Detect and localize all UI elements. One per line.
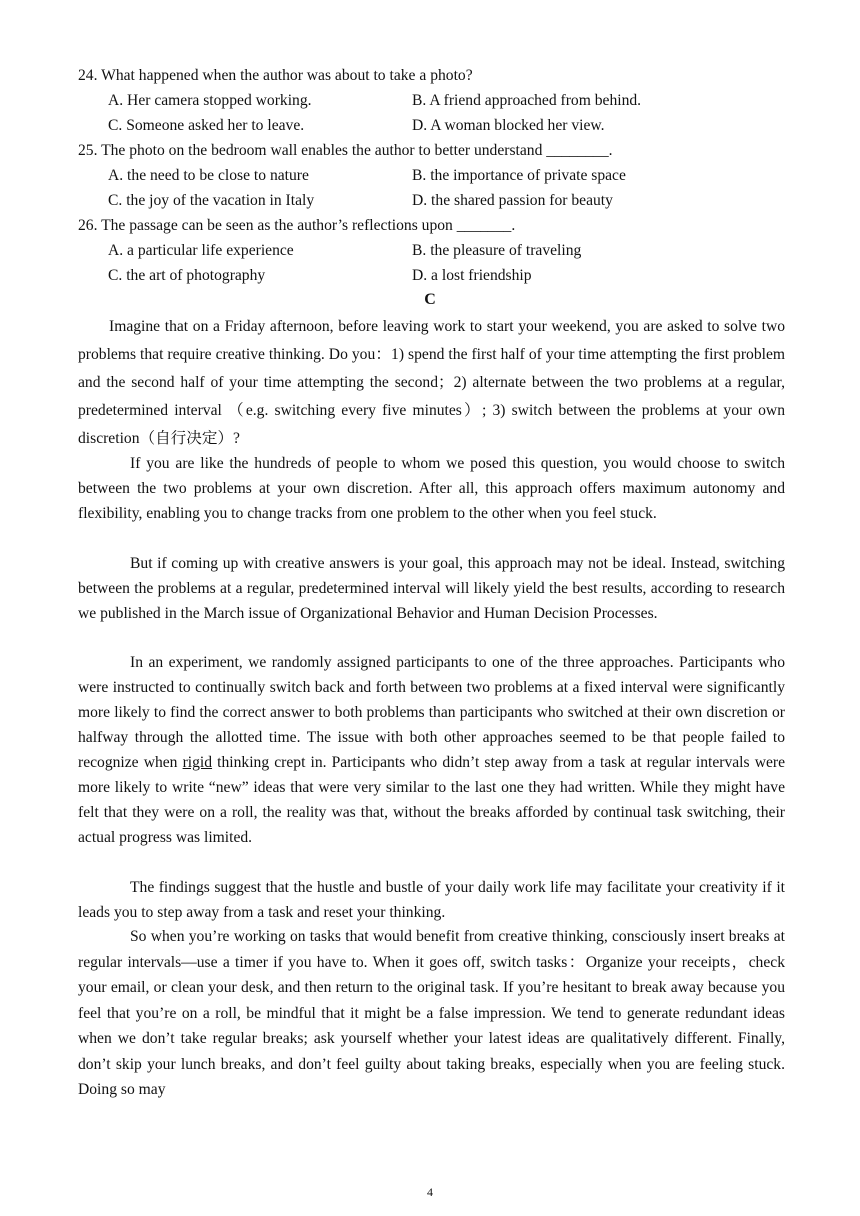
question-26-option-b: B. the pleasure of traveling bbox=[412, 242, 582, 259]
question-24-option-a: A. Her camera stopped working. bbox=[108, 92, 312, 109]
question-25-option-c: C. the joy of the vacation in Italy bbox=[108, 192, 315, 209]
passage-paragraph-6: So when you’re working on tasks that would benefit from creative thinking, consciously insert breaks at regular intervals—use a timer if you have to. When it goes off, switch tasks：Organize your receipts，check your email, or clean your desk, and then return to the original task. If you’re hesitant to break away because you feel that you’re on a roll, be mindful that it might be a false impression. We tend to generate redundant ideas when we don’t take regular breaks; ask yourself whether your latest ideas are qualitatively different. Finally, don’t skip your lunch breaks, and don’t feel guilty about taking breaks, especially when you are feeling stuck. Doing so may bbox=[78, 928, 785, 1098]
passage-paragraph-3: But if coming up with creative answers is your goal, this approach may not be ideal. Instead, switching between the problems at a regular, predetermined interval will likely yield the best results, according to research we published in the March issue of Organizational Behavior and Human Decision Processes. bbox=[78, 555, 785, 622]
passage-paragraph-5: The findings suggest that the hustle and bustle of your daily work life may facilitate your creativity if it leads you to step away from a task and reset your thinking. bbox=[78, 879, 785, 921]
question-25-option-b: B. the importance of private space bbox=[412, 167, 626, 184]
passage-paragraph-1: Imagine that on a Friday afternoon, before leaving work to start your weekend, you are asked to solve two problems that require creative thinking. Do you：1) spend the first half of your time attempting the first problem and the second half of your time attempting the second；2) alternate between the two problems at a regular, predetermined interval （e.g. switching every five minutes）; 3) switch between the problems at your own discretion（自行决定）? bbox=[78, 318, 785, 447]
question-25-option-a: A. the need to be close to nature bbox=[108, 167, 309, 184]
question-24-option-c: C. Someone asked her to leave. bbox=[108, 117, 305, 134]
question-24-option-b: B. A friend approached from behind. bbox=[412, 92, 642, 109]
question-26-option-a: A. a particular life experience bbox=[108, 242, 294, 259]
question-24-option-d: D. A woman blocked her view. bbox=[412, 117, 605, 134]
underlined-word: rigid bbox=[182, 754, 213, 771]
paragraph-4-text-start: In an experiment, we randomly assigned participants to one of the three approaches. Participants who were instructed to continually switch back and forth between two problems at a fixed interval were significantly more likely to find the correct answer to both problems than participants who switched at their own discretion or halfway through the allotted time. The issue with both other approaches seemed to be that people failed to recognize when bbox=[78, 654, 785, 771]
passage-paragraph-4 bbox=[78, 650, 785, 850]
question-24-stem: 24. What happened when the author was about to take a photo? bbox=[78, 67, 473, 84]
question-26-option-c: C. the art of photography bbox=[108, 267, 266, 284]
passage-paragraph-2: If you are like the hundreds of people to whom we posed this question, you would choose to switch between the two problems at your own discretion. After all, this approach offers maximum autonomy and flexibility, enabling you to change tracks from one problem to the other when you feel stuck. bbox=[78, 455, 785, 522]
page-number: 4 bbox=[427, 1185, 433, 1199]
question-26-option-d: D. a lost friendship bbox=[412, 267, 532, 284]
paragraph-4-text-end: thinking crept in. Participants who didn’t step away from a task at regular intervals were more likely to write “new” ideas that were very similar to the last one they had written. While they might have felt that they were on a roll, the reality was that, without the breaks afforded by continual task switching, their actual progress was limited. bbox=[78, 754, 785, 846]
section-heading: C bbox=[424, 291, 436, 308]
question-26-stem: 26. The passage can be seen as the author’s reflections upon _______. bbox=[78, 217, 516, 234]
question-25-option-d: D. the shared passion for beauty bbox=[412, 192, 613, 209]
question-25-stem: 25. The photo on the bedroom wall enables the author to better understand ________. bbox=[78, 142, 613, 159]
